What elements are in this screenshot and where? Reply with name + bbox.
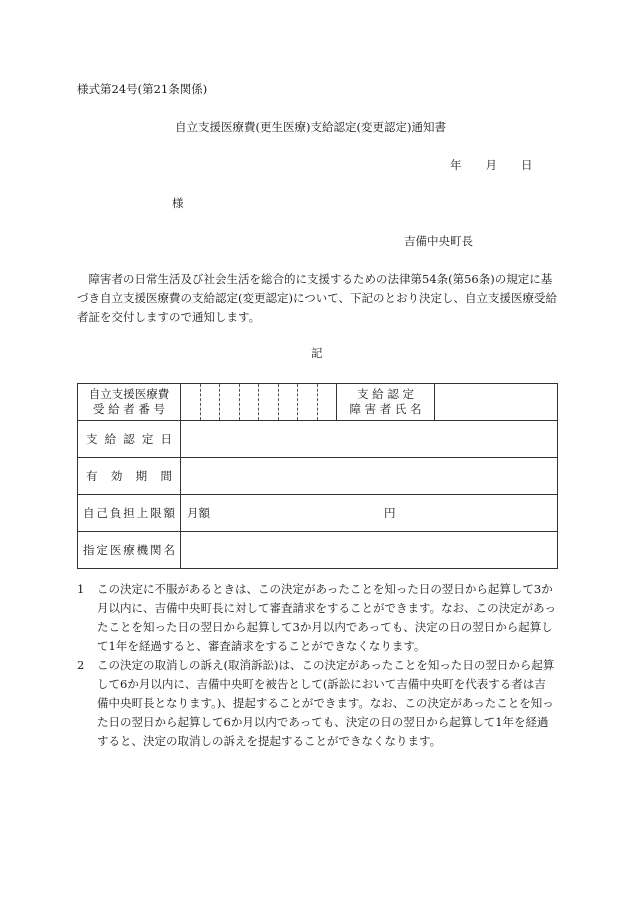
institution-field[interactable] (181, 532, 558, 569)
date-month: 月 (485, 158, 497, 172)
label-char: 期 (135, 469, 148, 483)
validity-label (78, 458, 181, 495)
label-char: 療 (123, 543, 135, 557)
approved-person-name-field[interactable] (435, 384, 558, 421)
label-char: 己 (96, 506, 108, 520)
note-number: 2 (77, 658, 85, 672)
table-row (78, 421, 558, 458)
label-char: 日 (160, 432, 172, 446)
label-char: 定 (141, 432, 154, 446)
approved-person-label: 支 給 認 定 障 害 者 氏 名 (337, 384, 435, 421)
digit-box (220, 384, 240, 420)
label-char: 自 (83, 506, 95, 520)
date-day: 日 (521, 158, 533, 172)
digit-box (181, 384, 201, 420)
label-char: 認 (123, 432, 135, 446)
ki-heading: 記 (311, 346, 323, 360)
monthly-label: 月額 (187, 506, 210, 520)
note-text: この決定の取消しの訴え(取消訴訟)は、この決定があったことを知った日の翌日から起算して6か月以内に、吉備中央町を被告として(訴訟において吉備中央町を代表する者は吉備中央町長となります。)、提起することができます。なお、この決定があったことを知った日の翌日から起算して6か月以内であっても、決定の日の翌日から起算して1年を経過すると、決定の取消しの訴えを提起することができなくなります。 (97, 658, 555, 748)
limit-field[interactable] (181, 495, 558, 532)
approval-date-label (78, 421, 181, 458)
label-char: 機 (136, 543, 149, 557)
label-char: 定 (96, 543, 108, 557)
label-char: 指 (83, 543, 95, 557)
label-char: 給 (104, 432, 117, 446)
label-char: 限 (150, 506, 162, 520)
digit-box (240, 384, 260, 420)
label-char: 額 (163, 506, 175, 520)
label-char: 効 (110, 469, 123, 483)
approval-date-field[interactable] (181, 421, 558, 458)
note-item (77, 580, 557, 656)
form-table (77, 383, 558, 569)
recipient-number-label: 自立支援医療費 受 給 者 番 号 (78, 384, 181, 421)
digit-box (318, 384, 337, 420)
institution-label (78, 532, 181, 569)
digit-box (279, 384, 299, 420)
label-char: 上 (136, 506, 149, 520)
date-line (450, 160, 533, 172)
table-row (78, 458, 558, 495)
label-char: 医 (109, 543, 122, 557)
label-char: 関 (150, 543, 162, 557)
notes-section (77, 580, 557, 751)
note-number: 1 (77, 582, 85, 596)
label-char: 支 (86, 432, 98, 446)
digit-box (298, 384, 318, 420)
addressee: 様 (172, 196, 184, 210)
table-row (78, 532, 558, 569)
note-item (77, 656, 557, 751)
table-row (78, 495, 558, 532)
label-char: 間 (160, 469, 172, 483)
yen-label: 円 (384, 506, 396, 520)
label-char: 担 (123, 506, 135, 520)
label-char: 負 (109, 506, 122, 520)
label-char: 有 (86, 469, 98, 483)
digit-box (259, 384, 279, 420)
note-text: この決定に不服があるときは、この決定があったことを知った日の翌日から起算して3か月以内に、吉備中央町長に対して審査請求をすることができます。なお、この決定があったことを知った日の翌日から起算して3か月以内であっても、決定の日の翌日から起算して1年を経過すると、審査請求をすることができなくなります。 (97, 582, 556, 653)
recipient-number-field[interactable] (181, 384, 337, 421)
table-row (78, 384, 558, 421)
label-char: 名 (163, 543, 175, 557)
limit-label (78, 495, 181, 532)
date-year: 年 (450, 158, 462, 172)
document-title: 自立支援医療費(更生医療)支給認定(変更認定)通知書 (175, 120, 446, 134)
validity-field[interactable] (181, 458, 558, 495)
body-text: 障害者の日常生活及び社会生活を総合的に支援するための法律第54条(第56条)の規定に基づき自立支援医療費の支給認定(変更認定)について、下記のとおり決定し、自立支援医療受給者証を交付しますので通知します。 (77, 272, 558, 324)
form-number: 様式第24号(第21条関係) (77, 82, 208, 96)
digit-box (201, 384, 221, 420)
issuer: 吉備中央町長 (404, 234, 473, 248)
